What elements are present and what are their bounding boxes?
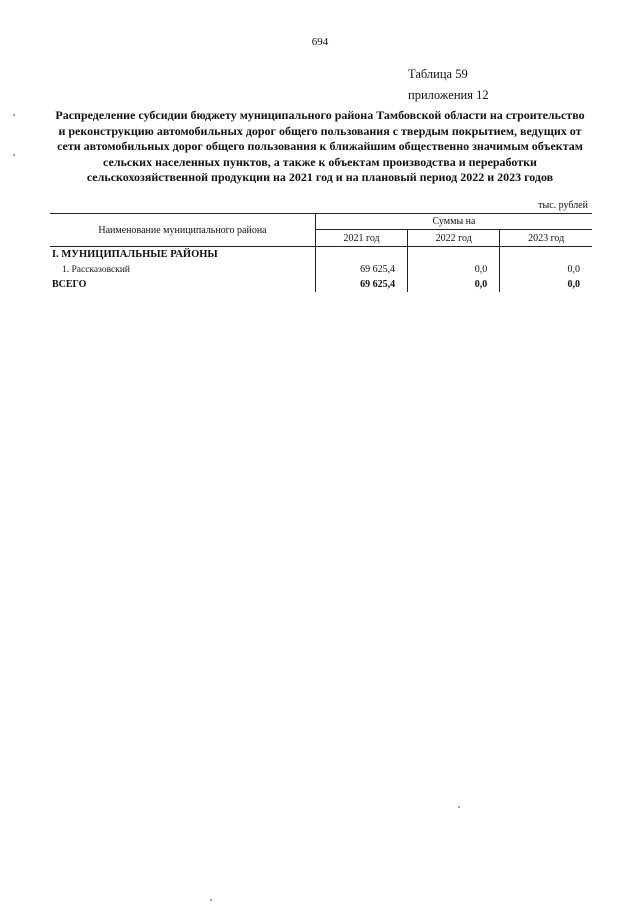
row-label: 1. Рассказовский (50, 262, 315, 277)
table-ref-line1: Таблица 59 (408, 67, 468, 81)
page-number: 694 (311, 36, 329, 48)
total-row (50, 277, 592, 292)
total-value-2022: 0,0 (408, 277, 500, 292)
header-sums: Суммы на (315, 214, 592, 230)
scan-speck (13, 154, 15, 156)
units-label: тыс. рублей (538, 200, 588, 211)
header-year-2023: 2023 год (500, 230, 592, 247)
total-value-2023: 0,0 (567, 279, 580, 290)
scan-speck (458, 806, 460, 808)
document-title: Распределение субсидии бюджету муниципального района Тамбовской области на строительство и реконструкцию автомобильных дорог общего пользования с твердым покрытием, ведущих от сети автомобильных дорог общего пользования к ближайшим общественно значимым объектам сельских населенных пунктов, а также к объектам производства и переработки сельскохозяйственной продукции на 2021 год и на плановый период 2022 и 2023 годов (55, 108, 585, 185)
row-value-2023: 0,0 (567, 264, 580, 275)
subsidy-table (50, 213, 592, 292)
row-value-2021: 69 625,4 (315, 262, 407, 277)
row-value-2022: 0,0 (408, 262, 500, 277)
scan-speck (210, 899, 212, 901)
total-label: ВСЕГО (50, 277, 315, 292)
header-year-2022: 2022 год (408, 230, 500, 247)
header-municipality-name: Наименование муниципального района (50, 214, 315, 247)
total-value-2021: 69 625,4 (315, 277, 407, 292)
section-label: I. МУНИЦИПАЛЬНЫЕ РАЙОНЫ (50, 247, 315, 263)
header-year-2021: 2021 год (315, 230, 407, 247)
table-row (50, 262, 592, 277)
table-ref-line2: приложения 12 (408, 88, 489, 102)
section-row (50, 247, 592, 263)
scan-speck (13, 114, 15, 116)
